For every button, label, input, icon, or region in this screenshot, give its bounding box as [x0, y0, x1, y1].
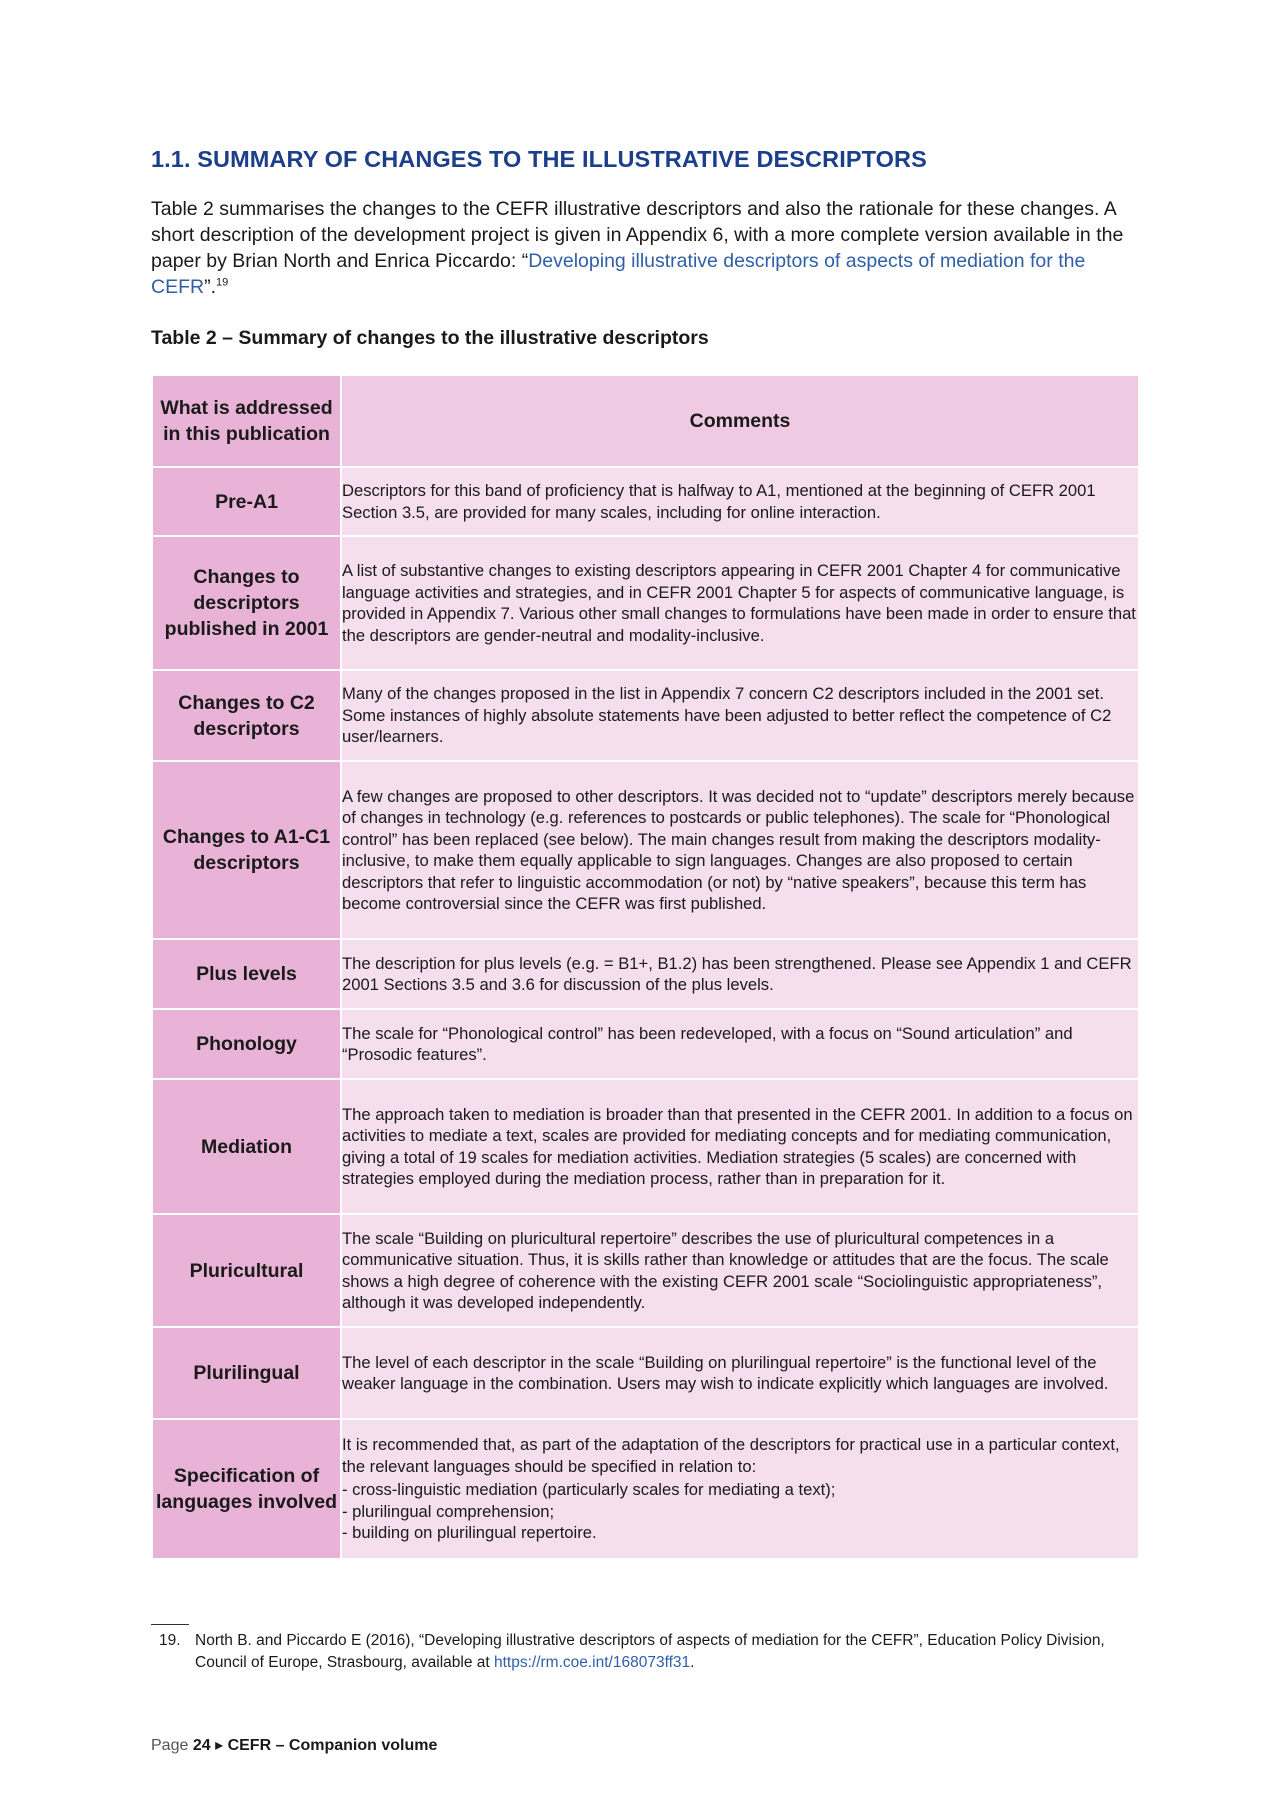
row-label: Phonology — [152, 1009, 341, 1079]
table-row — [152, 1009, 1139, 1079]
row-label: Changes to descriptors published in 2001 — [152, 536, 341, 670]
footnote-ref[interactable]: 19 — [216, 276, 229, 289]
row-label: Pluricultural — [152, 1214, 341, 1327]
row-label: Plus levels — [152, 939, 341, 1009]
row-comment: Many of the changes proposed in the list in Appendix 7 concern C2 descriptors included in the 2001 set. Some instances of highly absolute statements have been adjusted to better reflect the competence of C2 user/learners. — [341, 670, 1139, 761]
row-comment-text: It is recommended that, as part of the adaptation of the descriptors for practical use in a particular context, the relevant languages should be specified in relation to: — [342, 1435, 1120, 1476]
row-label: Specification of languages involved — [152, 1419, 341, 1559]
footer-arrow-icon: ▸ — [215, 1737, 224, 1754]
page-footer — [151, 1735, 437, 1755]
row-label: Plurilingual — [152, 1327, 341, 1419]
footnote-text: North B. and Piccardo E (2016), “Developing illustrative descriptors of aspects of mediation for the CEFR”, Education Policy Division, Council of Europe, Strasbourg, available at — [195, 1632, 1105, 1671]
list-item: - plurilingual comprehension; — [342, 1501, 1138, 1523]
section-title: 1.1. SUMMARY OF CHANGES TO THE ILLUSTRATIVE DESCRIPTORS — [151, 146, 927, 172]
footnote-url-link[interactable]: https://rm.coe.int/168073ff31 — [493, 1653, 691, 1671]
footnote — [151, 1630, 1138, 1673]
footnote-end: . — [690, 1653, 695, 1671]
table-row — [152, 467, 1139, 536]
row-label: Changes to C2 descriptors — [152, 670, 341, 761]
row-label: Pre-A1 — [152, 467, 341, 536]
row-comment: A few changes are proposed to other descriptors. It was decided not to “update” descriptors merely because of changes in technology (e.g. references to postcards or public telephones). The scale for “Phonological control” has been replaced (see below). The main changes result from making the descriptors modality-inclusive, to make them equally applicable to sign languages. Changes are also proposed to certain descriptors that refer to linguistic accommodation (or not) by “native speakers”, because this term has become controversial since the CEFR was first published. — [341, 761, 1139, 939]
list-item: - cross-linguistic mediation (particularly scales for mediating a text); — [342, 1479, 1138, 1501]
footer-title: CEFR – Companion volume — [227, 1737, 438, 1754]
table-row — [152, 670, 1139, 761]
intro-text-end: ”. — [204, 276, 217, 298]
header-addressed: What is addressed in this publication — [152, 375, 341, 467]
intro-paragraph — [151, 196, 1138, 300]
table-row — [152, 1419, 1139, 1559]
row-comment — [341, 1419, 1139, 1559]
row-comment: The level of each descriptor in the scale “Building on plurilingual repertoire” is the functional level of the weaker language in the combination. Users may wish to indicate explicitly which languages are involved. — [341, 1327, 1139, 1419]
row-comment: The description for plus levels (e.g. = B1+, B1.2) has been strengthened. Please see Appendix 1 and CEFR 2001 Sections 3.5 and 3.6 for discussion of the plus levels. — [341, 939, 1139, 1009]
table-row — [152, 536, 1139, 670]
table-row — [152, 1079, 1139, 1214]
header-comments: Comments — [341, 375, 1139, 467]
table-row — [152, 1327, 1139, 1419]
footnote-body — [195, 1630, 1138, 1673]
row-comment: Descriptors for this band of proficiency that is halfway to A1, mentioned at the beginning of CEFR 2001 Section 3.5, are provided for many scales, including for online interaction. — [341, 467, 1139, 536]
row-label: Changes to A1-C1 descriptors — [152, 761, 341, 939]
table-row — [152, 761, 1139, 939]
intro-paper-link[interactable]: Developing illustrative descriptors of aspects of mediation for the CEFR — [151, 250, 1086, 298]
table-row — [152, 939, 1139, 1009]
row-label: Mediation — [152, 1079, 341, 1214]
row-comment: A list of substantive changes to existing descriptors appearing in CEFR 2001 Chapter 4 for communicative language activities and strategies, and in CEFR 2001 Chapter 5 for aspects of communicative language, is provided in Appendix 7. Various other small changes to formulations have been made in order to ensure that the descriptors are gender-neutral and modality-inclusive. — [341, 536, 1139, 670]
footer-page-number: 24 — [192, 1737, 211, 1754]
table-row — [152, 1214, 1139, 1327]
footer-page-prefix: Page — [151, 1737, 189, 1754]
row-comment: The scale “Building on pluricultural repertoire” describes the use of pluricultural competences in a communicative situation. Thus, it is skills rather than knowledge or attitudes that are the focus. The scale shows a high degree of coherence with the existing CEFR 2001 scale “Sociolinguistic appropriateness”, although it was developed independently. — [341, 1214, 1139, 1327]
summary-table — [151, 374, 1140, 1560]
intro-text: Table 2 summarises the changes to the CEFR illustrative descriptors and also the rationale for these changes. A short description of the development project is given in Appendix 6, with a more complete version available in the paper by Brian North and Enrica Piccardo: “ — [151, 198, 1124, 272]
list-item: - building on plurilingual repertoire. — [342, 1522, 1138, 1544]
row-comment: The approach taken to mediation is broader than that presented in the CEFR 2001. In addition to a focus on activities to mediate a text, scales are provided for mediating concepts and for mediating communication, giving a total of 19 scales for mediation activities. Mediation strategies (5 scales) are concerned with strategies employed during the mediation process, rather than in preparation for it. — [341, 1079, 1139, 1214]
footnote-number: 19. — [159, 1632, 181, 1649]
languages-list — [342, 1479, 1138, 1544]
table-caption: Table 2 – Summary of changes to the illustrative descriptors — [151, 327, 709, 349]
table-header-row — [152, 375, 1139, 467]
footnote-divider — [151, 1624, 189, 1625]
row-comment: The scale for “Phonological control” has been redeveloped, with a focus on “Sound articulation” and “Prosodic features”. — [341, 1009, 1139, 1079]
